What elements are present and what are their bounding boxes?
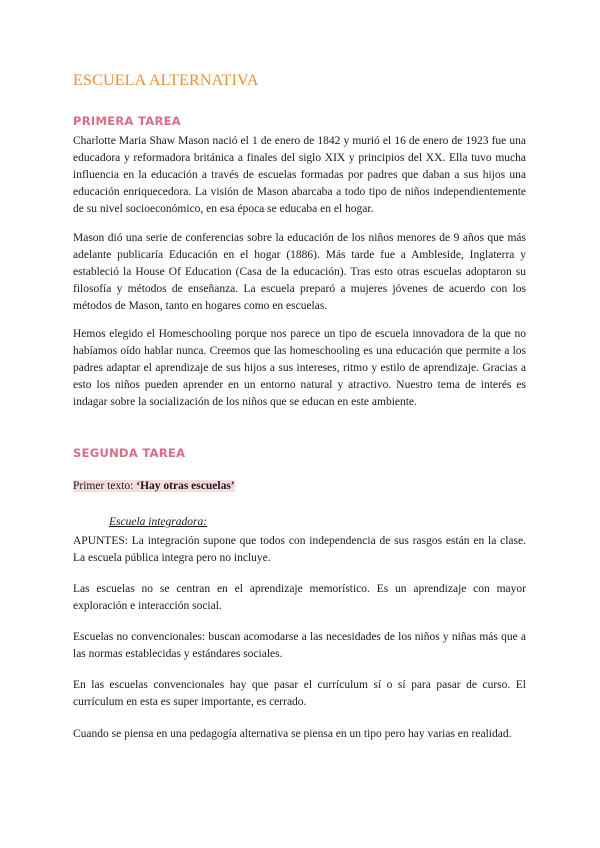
section-heading-primera-tarea: PRIMERA TAREA [73, 114, 181, 128]
note-non-conventional: Escuelas no convencionales: buscan acomodarse a las necesidades de los niños y niñas más que a las normas establecidas y estándares sociales. [73, 631, 526, 660]
note-alternative-pedagogy: Cuando se piensa en una pedagogía alternativa se piensa en un tipo pero hay varias en realidad. [73, 728, 512, 740]
first-text-title: ‘Hay otras escuelas’ [136, 480, 235, 492]
paragraph-mason-conferences: Mason dió una serie de conferencias sobre la educación de los niños menores de 9 años que más adelante publicaría Educación en el hogar (1886). Más tarde fue a Ambleside, Inglaterra y estableció la House Of Education (Casa de la educación). Tras esto otras escuelas adoptaron su filosofía y métodos de enseñanza. La escuela preparó a mujeres jóvenes de acuerdo con los métodos de Mason, tanto en hogares como en escuelas. [73, 232, 526, 312]
first-text-label [73, 478, 235, 495]
paragraph-mason-bio: Charlotte Maria Shaw Mason nació el 1 de enero de 1842 y murió el 16 de enero de 1923 fue una educadora y reformadora británica a finales del siglo XIX y principios del XX. Ella tuvo mucha influencia en la educación a través de escuelas formadas por padres que daban a sus hijos una educación enriquecedora. La visión de Mason abarcaba a todo tipo de niños independientemente de su nivel socioeconómico, en esa época se educaba en el hogar. [73, 135, 526, 215]
document-title: ESCUELA ALTERNATIVA [73, 72, 259, 89]
first-text-prefix: Primer texto: [73, 480, 137, 492]
first-text-highlight [73, 480, 235, 492]
subheading-escuela-integradora: Escuela integradora: [109, 516, 208, 528]
note-conventional: En las escuelas convencionales hay que pasar el currículum sí o sí para pasar de curso. El currículum en esta es super importante, es cerrado. [73, 679, 526, 708]
paragraph-homeschooling: Hemos elegido el Homeschooling porque nos parece un tipo de escuela innovadora de la que no habíamos oído hablar nunca. Creemos que las homeschooling es una educación que permite a los padres adaptar el aprendizaje de sus hijos a sus intereses, ritmo y estilo de aprendizaje. Gracias a esto los niños pueden aprender en un entorno natural y atractivo. Nuestro tema de interés es indagar sobre la socialización de los niños que se educan en este ambiente. [73, 328, 526, 408]
section-heading-segunda-tarea: SEGUNDA TAREA [73, 446, 186, 460]
note-memoristic-learning: Las escuelas no se centran en el aprendizaje memorístico. Es un aprendizaje con mayor exploración e interacción social. [73, 583, 526, 612]
note-apuntes: APUNTES: La integración supone que todos con independencia de sus rasgos están en la clase. La escuela pública integra pero no incluye. [73, 535, 526, 564]
